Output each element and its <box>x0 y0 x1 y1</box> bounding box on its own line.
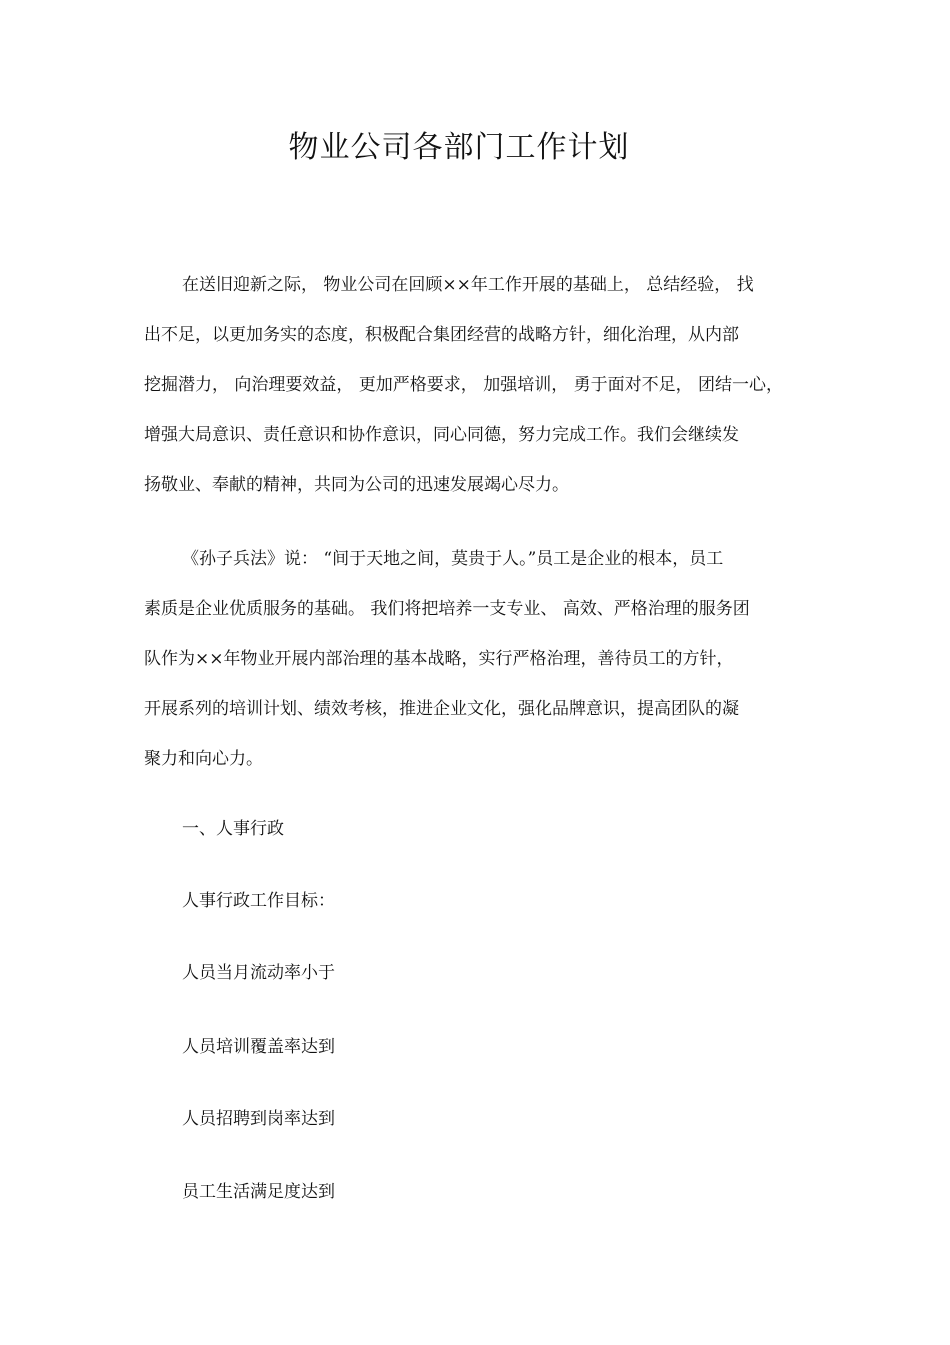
paragraph-line: 挖掘潜力， 向治理要效益， 更加严格要求， 加强培训， 勇于面对不足， 团结一心， <box>144 375 784 395</box>
paragraph-line: 聚力和向心力。 <box>144 749 263 769</box>
goal-item: 人员招聘到岗率达到 <box>182 1109 335 1129</box>
goals-heading: 人事行政工作目标： <box>182 891 335 911</box>
paragraph-line: 增强大局意识、责任意识和协作意识，同心同德，努力完成工作。我们会继续发 <box>144 425 739 445</box>
goal-item: 人员当月流动率小于 <box>182 963 335 983</box>
intro-paragraph <box>144 274 824 524</box>
paragraph-line: 出不足，以更加务实的态度，积极配合集团经营的战略方针，细化治理，从内部 <box>144 325 739 345</box>
paragraph-line: 素质是企业优质服务的基础。 我们将把培养一支专业、 高效、严格治理的服务团 <box>144 599 750 619</box>
document-title: 物业公司各部门工作计划 <box>288 130 630 165</box>
goal-item: 人员培训覆盖率达到 <box>182 1037 335 1057</box>
paragraph-line: 扬敬业、奉献的精神，共同为公司的迅速发展竭心尽力。 <box>144 475 569 495</box>
paragraph-line: 开展系列的培训计划、绩效考核，推进企业文化，强化品牌意识，提高团队的凝 <box>144 699 739 719</box>
paragraph-line: 队作为××年物业开展内部治理的基本战略，实行严格治理，善待员工的方针， <box>144 649 734 669</box>
goal-item: 员工生活满足度达到 <box>182 1182 335 1202</box>
strategy-paragraph <box>144 548 824 798</box>
section-heading: 一、人事行政 <box>182 819 284 839</box>
paragraph-line: 《孙子兵法》说： “间于天地之间，莫贵于人。”员工是企业的根本，员工 <box>182 549 724 569</box>
paragraph-line: 在送旧迎新之际， 物业公司在回顾××年工作开展的基础上， 总结经验， 找 <box>182 275 754 295</box>
